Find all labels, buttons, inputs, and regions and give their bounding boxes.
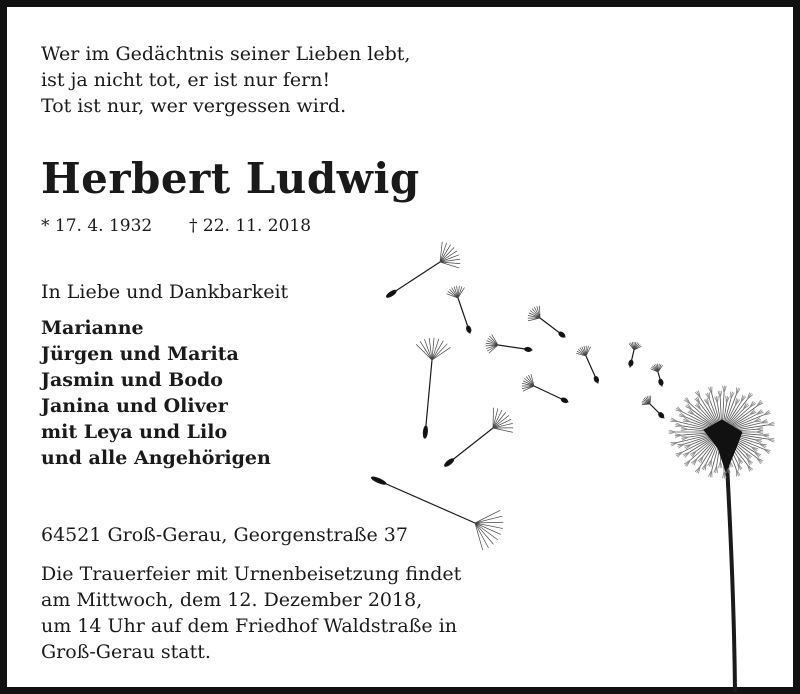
birth-date: * 17. 4. 1932 xyxy=(41,216,153,236)
funeral-line: am Mittwoch, dem 12. Dezember 2018, xyxy=(41,589,423,611)
dandelion-stem-icon xyxy=(726,445,735,690)
mourner-line: Janina und Oliver xyxy=(41,395,228,417)
mourner-line: Jürgen und Marita xyxy=(41,343,239,365)
quote-line: Tot ist nur, wer vergessen wird. xyxy=(41,95,347,117)
funeral-line: um 14 Uhr auf dem Friedhof Waldstraße in xyxy=(41,615,458,637)
flying-seeds-icon xyxy=(371,242,665,550)
deceased-name: Herbert Ludwig xyxy=(41,154,420,203)
mourner-line: und alle Angehörigen xyxy=(41,447,271,469)
mourner-line: mit Leya und Lilo xyxy=(41,421,228,443)
mourner-line: Jasmin und Bodo xyxy=(41,369,223,391)
mourner-line: Marianne xyxy=(41,317,144,339)
funeral-line: Die Trauerfeier mit Urnenbeisetzung findet xyxy=(41,563,462,585)
quote-line: ist ja nicht tot, er ist nur fern! xyxy=(41,69,331,91)
family-address: 64521 Groß-Gerau, Georgenstraße 37 xyxy=(41,524,408,546)
quote-line: Wer im Gedächtnis seiner Lieben lebt, xyxy=(41,43,411,65)
dandelion-head-icon xyxy=(669,386,774,478)
death-date: † 22. 11. 2018 xyxy=(189,216,312,236)
dedication-line: In Liebe und Dankbarkeit xyxy=(41,281,289,303)
funeral-line: Groß-Gerau statt. xyxy=(41,641,211,663)
